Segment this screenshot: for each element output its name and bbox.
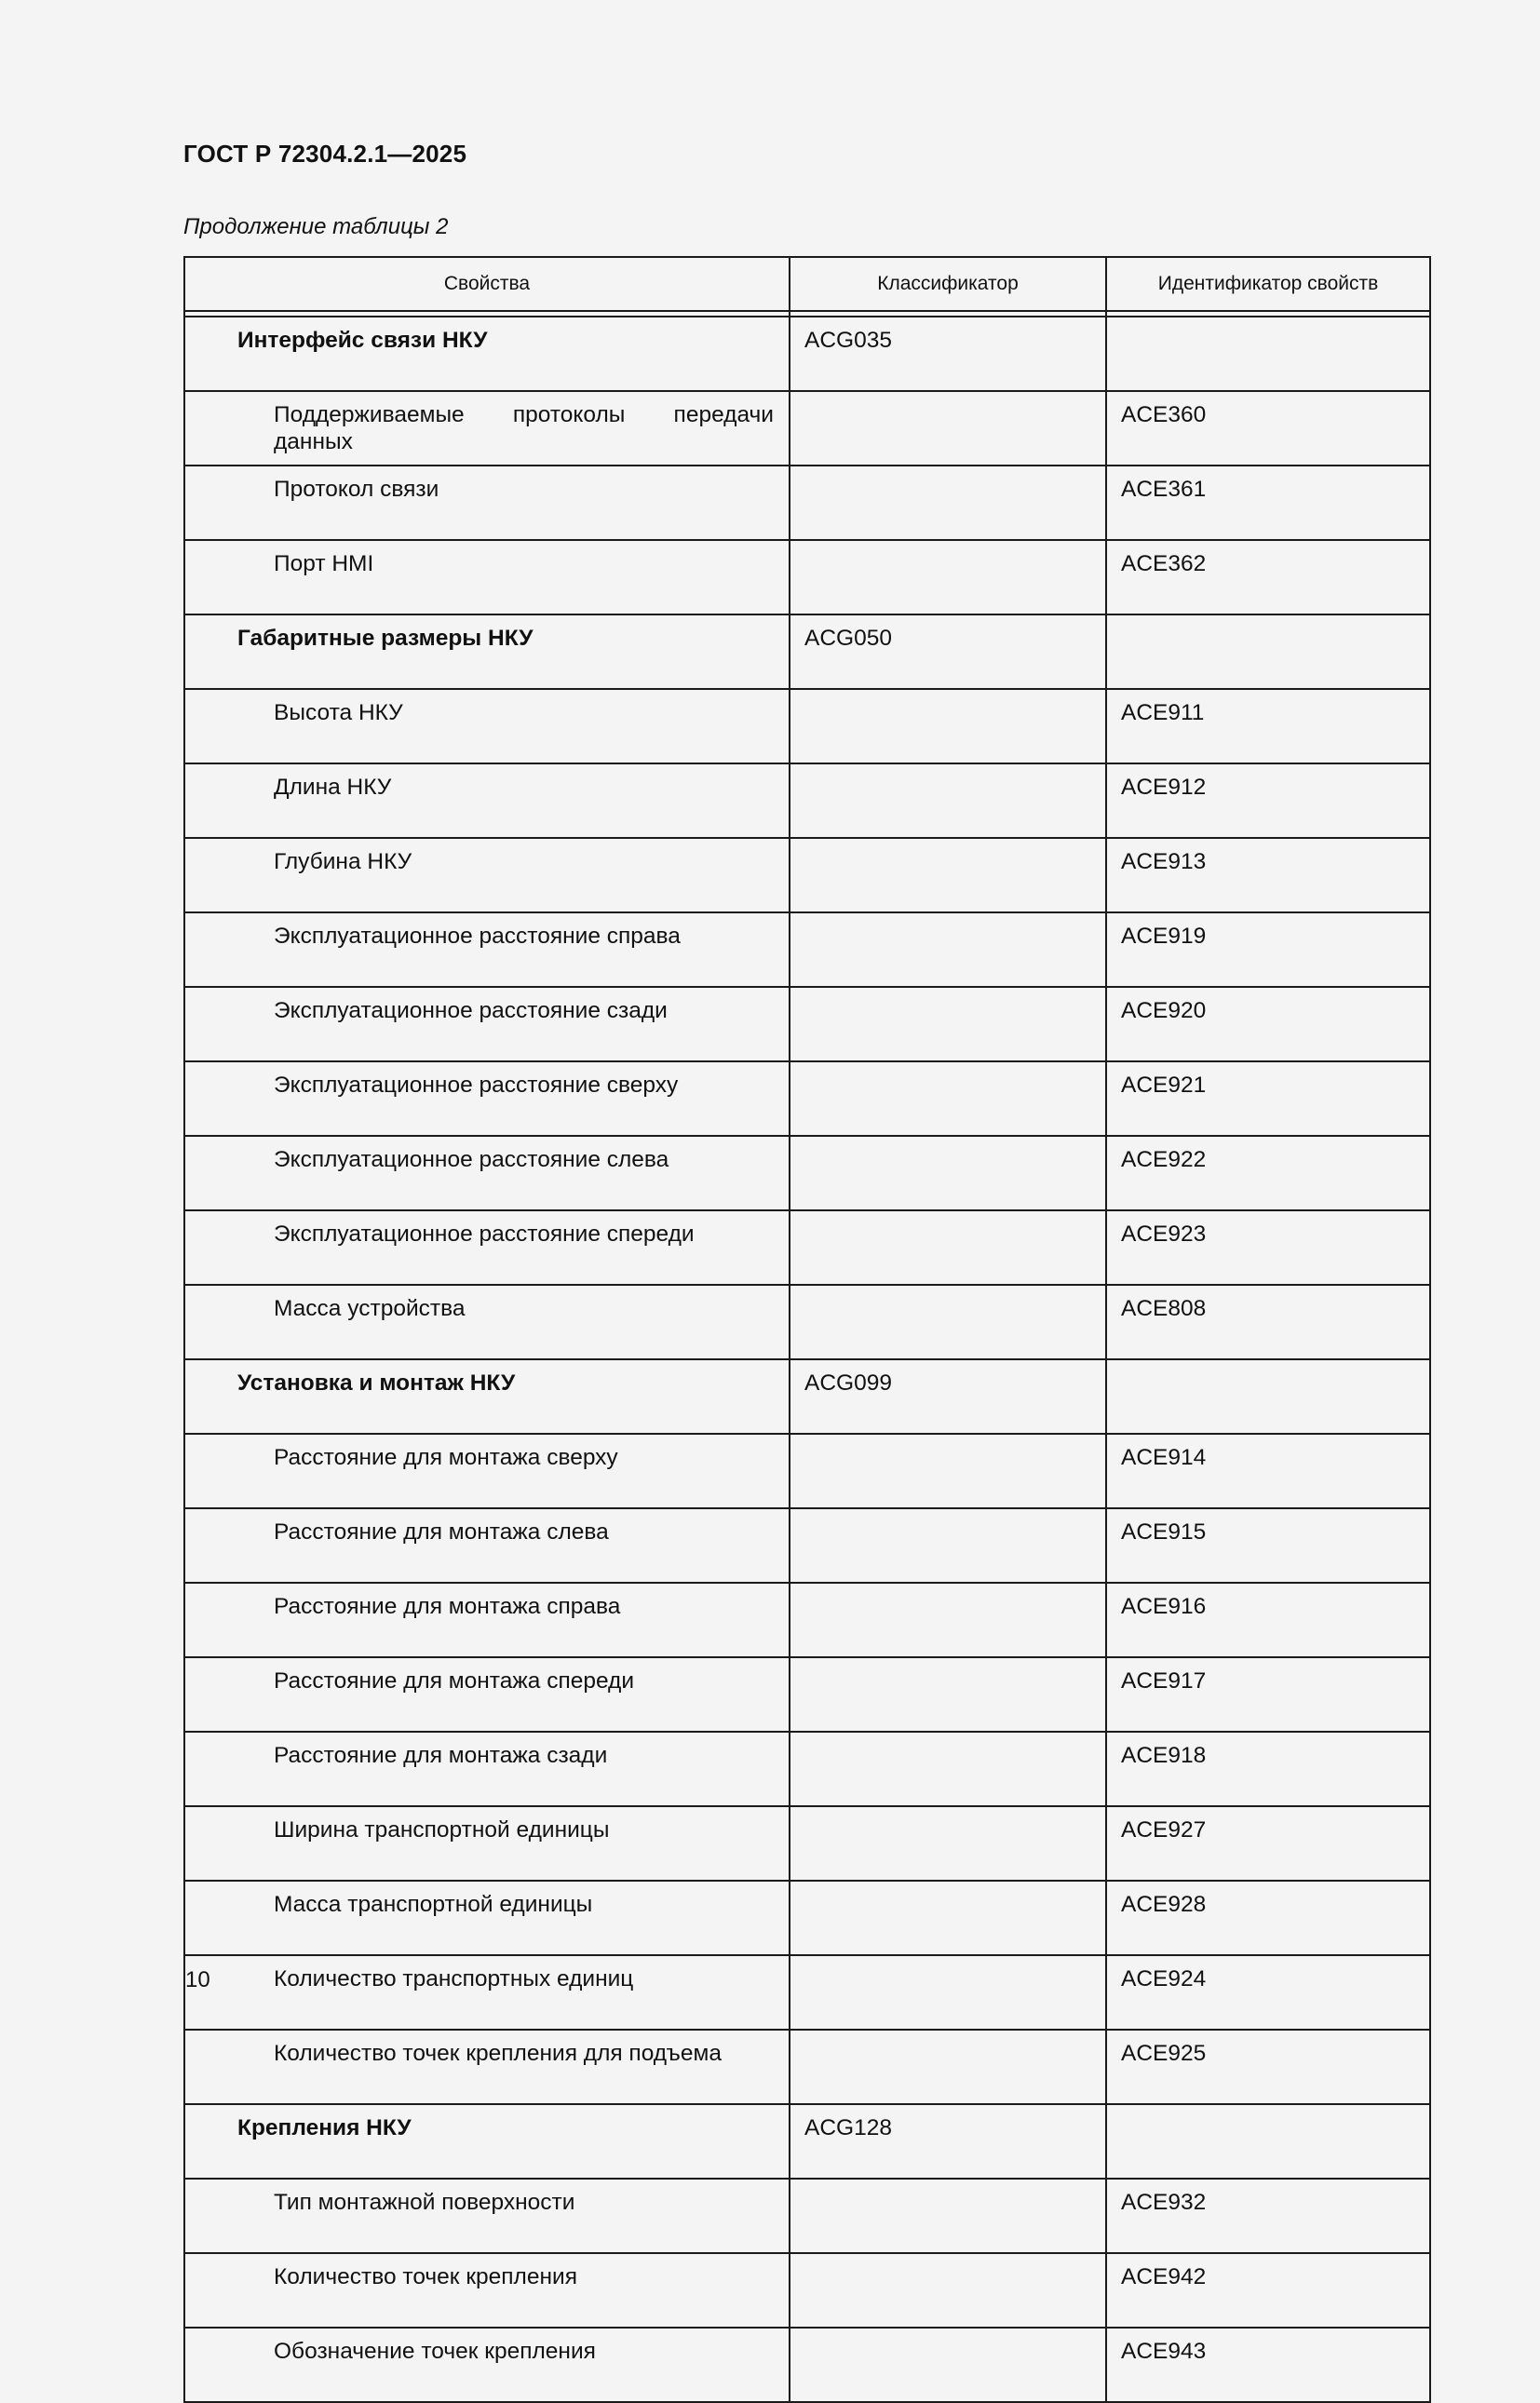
property-cell: Высота НКУ (184, 689, 790, 763)
classifier-cell (790, 1136, 1106, 1210)
classifier-cell (790, 1881, 1106, 1955)
table-row (184, 1061, 1430, 1136)
table-row (184, 391, 1430, 466)
table-row (184, 2030, 1430, 2104)
table-row (184, 689, 1430, 763)
property-cell: Расстояние для монтажа справа (184, 1583, 790, 1657)
identifier-cell: ACE924 (1106, 1955, 1430, 2030)
table-header (184, 257, 1430, 317)
table-row (184, 2253, 1430, 2328)
classifier-cell (790, 1061, 1106, 1136)
property-cell: Расстояние для монтажа сверху (184, 1434, 790, 1508)
classifier-cell (790, 1955, 1106, 2030)
property-cell: Расстояние для монтажа спереди (184, 1657, 790, 1732)
classifier-cell: ACG035 (790, 317, 1106, 391)
table-row (184, 1359, 1430, 1434)
table-row (184, 614, 1430, 689)
property-cell: Эксплуатационное расстояние спереди (184, 1210, 790, 1285)
group-property-cell: Интерфейс связи НКУ (184, 317, 790, 391)
identifier-cell (1106, 1359, 1430, 1434)
identifier-cell: ACE943 (1106, 2328, 1430, 2402)
table-row (184, 1508, 1430, 1583)
group-property-cell: Крепления НКУ (184, 2104, 790, 2179)
classifier-cell: ACG128 (790, 2104, 1106, 2179)
identifier-cell: ACE808 (1106, 1285, 1430, 1359)
page-number: 10 (185, 1967, 210, 1992)
table-row (184, 1732, 1430, 1806)
identifier-cell: ACE912 (1106, 763, 1430, 838)
identifier-cell: ACE914 (1106, 1434, 1430, 1508)
property-cell: Длина НКУ (184, 763, 790, 838)
classifier-cell (790, 1583, 1106, 1657)
classifier-cell (790, 1806, 1106, 1881)
classifier-cell (790, 689, 1106, 763)
table-row (184, 2179, 1430, 2253)
identifier-cell: ACE922 (1106, 1136, 1430, 1210)
classifier-cell: ACG050 (790, 614, 1106, 689)
property-cell: Количество транспортных единиц (184, 1955, 790, 2030)
classifier-cell (790, 1657, 1106, 1732)
column-header-identifier: Идентификатор свойств (1106, 257, 1430, 311)
identifier-cell: ACE942 (1106, 2253, 1430, 2328)
table-row (184, 1285, 1430, 1359)
property-cell: Тип монтажной поверхности (184, 2179, 790, 2253)
property-cell: Эксплуатационное расстояние слева (184, 1136, 790, 1210)
property-cell: Глубина НКУ (184, 838, 790, 912)
group-property-cell: Габаритные размеры НКУ (184, 614, 790, 689)
table-row (184, 838, 1430, 912)
classifier-cell (790, 1732, 1106, 1806)
classifier-cell (790, 1285, 1106, 1359)
classifier-cell (790, 391, 1106, 466)
classifier-cell: ACG099 (790, 1359, 1106, 1434)
table-row (184, 987, 1430, 1061)
table-caption: Продолжение таблицы 2 (183, 214, 449, 239)
classifier-cell (790, 540, 1106, 614)
property-cell: Эксплуатационное расстояние сзади (184, 987, 790, 1061)
property-cell: Расстояние для монтажа сзади (184, 1732, 790, 1806)
classifier-cell (790, 2253, 1106, 2328)
table-row (184, 1806, 1430, 1881)
property-cell: Количество точек крепления для подъема (184, 2030, 790, 2104)
property-cell: Порт HMI (184, 540, 790, 614)
table-row (184, 1657, 1430, 1732)
table-row (184, 1583, 1430, 1657)
column-header-properties: Свойства (184, 257, 790, 311)
classifier-cell (790, 2328, 1106, 2402)
table-row (184, 912, 1430, 987)
property-cell: Поддерживаемые протоколы передачи данных (184, 391, 790, 466)
identifier-cell (1106, 2104, 1430, 2179)
property-cell: Количество точек крепления (184, 2253, 790, 2328)
group-property-cell: Установка и монтаж НКУ (184, 1359, 790, 1434)
identifier-cell: ACE360 (1106, 391, 1430, 466)
identifier-cell: ACE928 (1106, 1881, 1430, 1955)
identifier-cell (1106, 317, 1430, 391)
table-row (184, 1136, 1430, 1210)
table-row (184, 466, 1430, 540)
identifier-cell: ACE927 (1106, 1806, 1430, 1881)
classifier-cell (790, 1508, 1106, 1583)
table-row (184, 2328, 1430, 2402)
identifier-cell: ACE919 (1106, 912, 1430, 987)
column-header-classifier: Классификатор (790, 257, 1106, 311)
identifier-cell: ACE362 (1106, 540, 1430, 614)
identifier-cell: ACE921 (1106, 1061, 1430, 1136)
table-row (184, 1881, 1430, 1955)
property-cell: Протокол связи (184, 466, 790, 540)
property-cell: Обозначение точек крепления (184, 2328, 790, 2402)
identifier-cell: ACE920 (1106, 987, 1430, 1061)
classifier-cell (790, 2179, 1106, 2253)
identifier-cell: ACE916 (1106, 1583, 1430, 1657)
property-cell: Расстояние для монтажа слева (184, 1508, 790, 1583)
identifier-cell (1106, 614, 1430, 689)
identifier-cell: ACE925 (1106, 2030, 1430, 2104)
table-row (184, 763, 1430, 838)
property-cell: Ширина транспортной единицы (184, 1806, 790, 1881)
classifier-cell (790, 838, 1106, 912)
properties-table (183, 256, 1431, 2403)
property-cell: Эксплуатационное расстояние справа (184, 912, 790, 987)
property-cell: Эксплуатационное расстояние сверху (184, 1061, 790, 1136)
table-row (184, 1955, 1430, 2030)
identifier-cell: ACE913 (1106, 838, 1430, 912)
identifier-cell: ACE917 (1106, 1657, 1430, 1732)
classifier-cell (790, 987, 1106, 1061)
classifier-cell (790, 1210, 1106, 1285)
classifier-cell (790, 912, 1106, 987)
table-row (184, 317, 1430, 391)
table-row (184, 1210, 1430, 1285)
identifier-cell: ACE915 (1106, 1508, 1430, 1583)
classifier-cell (790, 466, 1106, 540)
property-cell: Масса устройства (184, 1285, 790, 1359)
document-header: ГОСТ Р 72304.2.1—2025 (183, 140, 467, 168)
identifier-cell: ACE923 (1106, 1210, 1430, 1285)
table-row (184, 1434, 1430, 1508)
classifier-cell (790, 1434, 1106, 1508)
table-row (184, 540, 1430, 614)
classifier-cell (790, 2030, 1106, 2104)
table-body (184, 317, 1430, 2402)
identifier-cell: ACE911 (1106, 689, 1430, 763)
property-cell: Масса транспортной единицы (184, 1881, 790, 1955)
identifier-cell: ACE361 (1106, 466, 1430, 540)
classifier-cell (790, 763, 1106, 838)
identifier-cell: ACE932 (1106, 2179, 1430, 2253)
table-row (184, 2104, 1430, 2179)
identifier-cell: ACE918 (1106, 1732, 1430, 1806)
